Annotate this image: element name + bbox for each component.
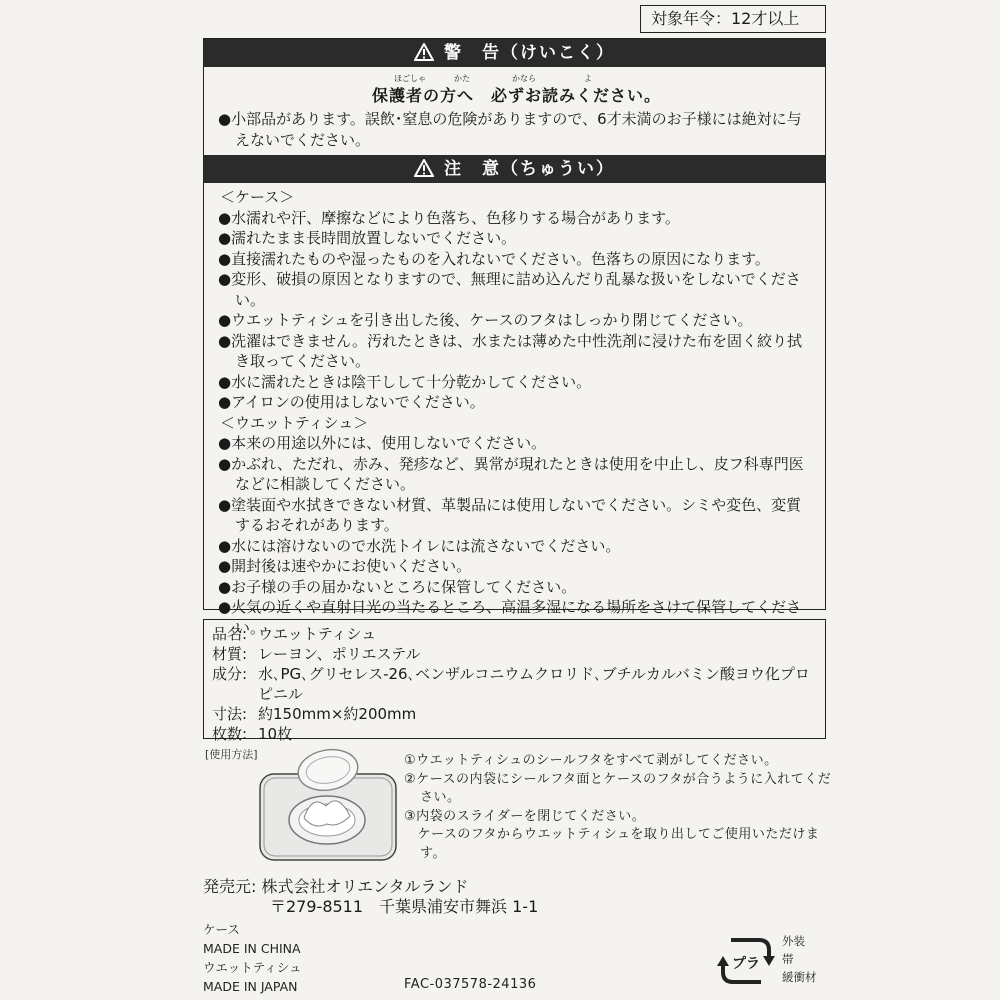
notice-text: 保護者の方へ 必ずお読みください。 [371,86,661,105]
spec-value: レーヨン、ポリエステル [258,645,421,663]
spec-row [212,624,817,644]
warning-header [204,39,825,67]
warning-item: ●小部品があります。誤飲･窒息の危険がありますので、6才未満のお子様には絶対に与えないでください。 [218,110,802,149]
origin-line: ケース [203,922,240,937]
list-item: ●かぶれ、ただれ、赤み、発疹など、異常が現れたときは使用を中止し、皮フ科専門医などに相談してください。 [218,454,804,493]
warning-title: 警 告（けいこく） [444,43,615,63]
recycle-pla-icon [715,930,777,992]
seller-info [203,877,538,917]
age-label: 対象年令：12才以上 [640,5,826,33]
origin-line: ウエットティシュ [203,960,302,975]
recycle-mark-text: プラ [732,956,760,972]
spec-value: 10枚 [258,725,293,743]
seller-name: 発売元: 株式会社オリエンタルランド [203,877,469,896]
usage-step: ③内袋のスライダーを閉じてください。 [404,808,646,824]
usage-step: ケースのフタからウエットティシュを取り出してご使用いただけます。 [404,827,820,861]
spec-key: 寸法: [212,705,248,723]
list-item: ●お子様の手の届かないところに保管してください。 [218,577,577,596]
list-item: ●開封後は速やかにお使いください。 [218,557,472,575]
ruby-2: かた [454,74,470,83]
origin-info [203,920,302,996]
product-code: FAC-037578-24136 [404,977,537,992]
spec-row [212,644,817,664]
list-item: ●アイロンの使用はしないでください。 [218,393,485,411]
spec-key: 成分: [212,665,248,683]
spec-row [212,664,817,704]
origin-line: MADE IN JAPAN [203,979,298,994]
product-spec [203,619,826,743]
list-item: ●直接濡れたものや湿ったものを入れないでください。色落ちの原因になります。 [218,249,770,268]
material-item: 帯 [782,952,794,966]
material-item: 外装 [782,934,805,948]
spec-key: 枚数: [212,725,248,743]
spec-key: 品名: [212,625,248,643]
list-item: ●洗濯はできません。汚れたときは、水または薄めた中性洗剤に浸けた布を固く絞り拭き取ってください。 [218,331,802,370]
list-item: ●水濡れや汗、摩擦などにより色落ち、色移りする場合があります。 [218,208,680,227]
list-item: ●変形、破損の原因となりますので、無理に詰め込んだり乱暴な扱いをしないでください。 [218,270,801,309]
usage-step: ①ウエットティシュのシールフタをすべて剥がしてください。 [404,753,778,768]
material-item: 緩衝材 [782,970,817,984]
ruby-4: よ [584,74,592,83]
list-item: ●濡れたまま長時間放置しないでください。 [218,229,517,247]
list-item: ●ウエットティシュを引き出した後、ケースのフタはしっかり閉じてください。 [218,311,753,329]
guardian-notice [218,73,815,109]
list-item: ●火気の近くや直射日光の当たるところ、高温多湿になる場所をさけて保管してください。 [218,598,802,637]
seller-address: 〒279-8511 千葉県浦安市舞浜 1-1 [270,897,539,916]
list-item: ●塗装面や水拭きできない材質、革製品には使用しないでください。シミや変色、変質するおそれがあります。 [218,495,802,534]
case-illustration-icon [252,744,400,864]
spec-value: 約150mm×約200mm [258,705,417,723]
caution-title: 注 意（ちゅうい） [444,159,615,179]
list-item: ●水には溶けないので水洗トイレには流さないでください。 [218,536,621,555]
section-wet-tissue: ＜ウエットティシュ＞ [220,413,369,432]
caution-list [204,183,825,638]
list-item: ●本来の用途以外には、使用しないでください。 [218,434,547,452]
spec-value: 水､PG､グリセレス-26､ベンザルコニウムクロリド､ブチルカルバミン酸ヨウ化プロピニル [258,665,810,703]
origin-line: MADE IN CHINA [203,941,301,956]
ruby-1: ほごしゃ [394,74,426,83]
section-case: ＜ケース＞ [220,188,295,206]
ruby-3: かなら [512,74,536,83]
packaging-materials [782,932,817,986]
usage-label: [使用方法] [205,748,258,761]
usage-steps [404,752,834,863]
usage-step: ②ケースの内袋にシールフタ面とケースのフタが合うように入れてください。 [404,771,832,805]
spec-row [212,724,817,744]
warning-triangle-icon [414,43,434,61]
caution-header [204,155,825,183]
spec-key: 材質: [212,645,248,663]
caution-triangle-icon [414,159,434,177]
spec-value: ウエットティシュ [258,625,377,643]
list-item: ●水に濡れたときは陰干しして十分乾かしてください。 [218,372,592,391]
spec-row [212,704,817,724]
